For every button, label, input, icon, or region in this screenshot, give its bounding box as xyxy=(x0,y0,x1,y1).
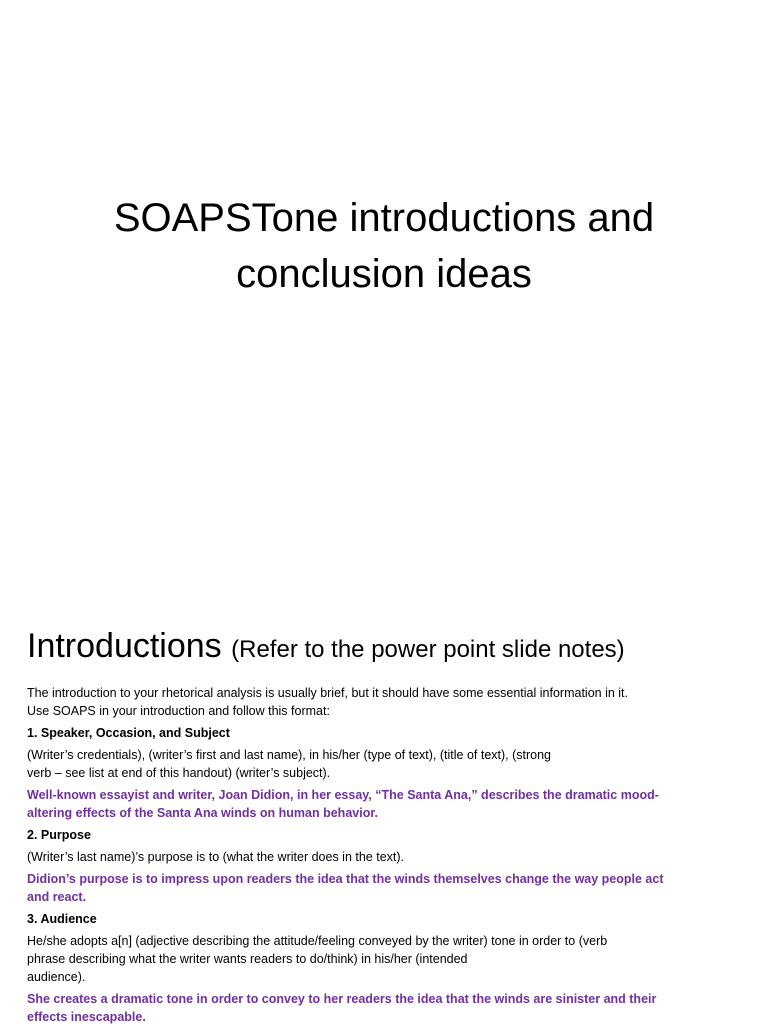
section-2-template xyxy=(27,848,727,866)
intro-line-1: The introduction to your rhetorical analysis is usually brief, but it should have some essential information in it. xyxy=(27,686,628,700)
heading-note: (Refer to the power point slide notes) xyxy=(231,636,625,663)
section-1-example-line-1: Well-known essayist and writer, Joan Didion, in her essay, “The Santa Ana,” describes the dramatic mood- xyxy=(27,788,659,802)
section-1-template xyxy=(27,746,727,782)
section-1-template-line-1: (Writer’s credentials), (writer’s first and last name), in his/her (type of text), (title of text), (strong xyxy=(27,748,552,762)
section-3-heading xyxy=(27,910,727,928)
section-2-number: 2. xyxy=(27,828,38,842)
section-3-example xyxy=(27,990,727,1026)
section-3-example-line-1: She creates a dramatic tone in order to convey to her readers the idea that the winds are sinister and their xyxy=(27,992,657,1006)
section-3-number: 3. xyxy=(27,912,38,926)
section-1-example xyxy=(27,786,727,822)
slide-title-line-1: SOAPSTone introductions and xyxy=(113,196,655,240)
introductions-body xyxy=(27,684,727,1026)
section-2-example-line-1: Didion’s purpose is to impress upon readers the idea that the winds themselves change the way people act xyxy=(27,872,664,886)
section-3-template xyxy=(27,932,727,986)
section-1-heading xyxy=(27,724,727,742)
intro-paragraph xyxy=(27,684,727,720)
section-1-title: Speaker, Occasion, and Subject xyxy=(40,726,230,740)
introductions-slide xyxy=(27,622,727,1030)
section-3-title: Audience xyxy=(40,912,97,926)
section-3-example-line-2: effects inescapable. xyxy=(27,1010,146,1024)
section-3-template-line-1: He/she adopts a[n] (adjective describing the attitude/feeling conveyed by the writer) tone in order to (verb xyxy=(27,934,608,948)
section-3-template-line-3: audience). xyxy=(27,970,86,984)
slide-title xyxy=(0,190,768,302)
slide-title-line-2: conclusion ideas xyxy=(236,252,532,296)
section-2-heading xyxy=(27,826,727,844)
heading-text: Introductions xyxy=(27,627,222,665)
introductions-heading xyxy=(27,622,727,674)
section-3-template-line-2: phrase describing what the writer wants readers to do/think) in his/her (intended xyxy=(27,952,468,966)
section-1-example-line-2: altering effects of the Santa Ana winds on human behavior. xyxy=(27,806,378,820)
intro-line-2: Use SOAPS in your introduction and follow this format: xyxy=(27,704,330,718)
section-2-title: Purpose xyxy=(40,828,91,842)
section-1-number: 1. xyxy=(27,726,38,740)
section-1-template-line-2: verb – see list at end of this handout) (writer’s subject). xyxy=(27,766,331,780)
section-2-template-line: (Writer’s last name)’s purpose is to (what the writer does in the text). xyxy=(27,850,405,864)
section-2-example-line-2: and react. xyxy=(27,890,87,904)
section-2-example xyxy=(27,870,727,906)
